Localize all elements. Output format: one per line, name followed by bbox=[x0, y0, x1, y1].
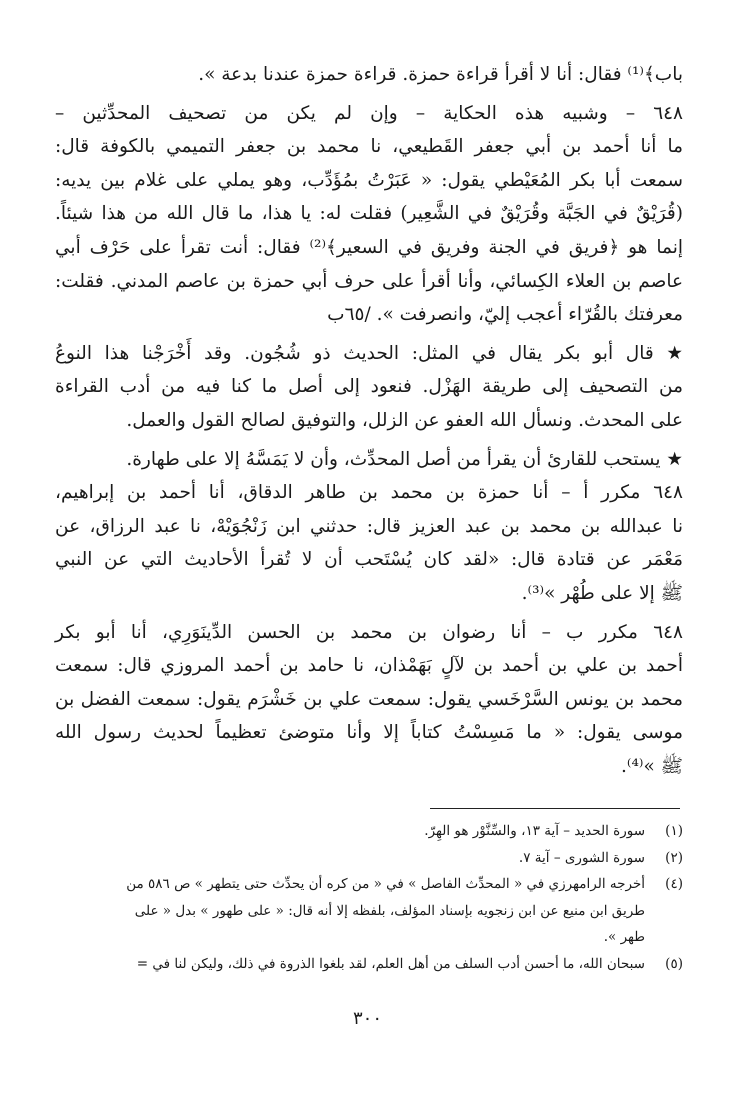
text-line: ﷺ »⁽⁴⁾. bbox=[621, 755, 683, 777]
footnote-text: طريق ابن منيع عن ابن زنجويه بإسناد المؤلف، بلفظه إلا أنه قال: « على طهور » بدل « على bbox=[134, 902, 645, 919]
footnote-text: سورة الشورى – آية ٧. bbox=[518, 849, 645, 866]
text-line: من التصحيف إلى طريقة الهَزْل. فنعود إلى أصل ما كنا فيه من أدب القراءة bbox=[55, 376, 683, 398]
footnote-number: (١) bbox=[665, 823, 683, 839]
text-line: ٦٤٨ مكرر أ – أنا حمزة بن محمد بن طاهر الدقاق، أنا أحمد بن إبراهيم، bbox=[55, 482, 683, 504]
paragraph-0 bbox=[55, 58, 683, 92]
text-line: (قُرَيْقٌ في الجَبَّة وقُرَيْقٌ في الشَّعِير) فقلت له: يا هذا، ما قال الله من هذا شيئاً. bbox=[55, 203, 683, 225]
text-line: ٦٤٨ مكرر ب – أنا رضوان بن محمد بن الحسن الدِّينَوَرِي، أنا أبو بكر bbox=[55, 621, 683, 643]
footnote-4 bbox=[55, 871, 683, 951]
text-line: ٦٤٨ – وشبيه هذه الحكاية – وإن لم يكن من تصحيف المحدِّثين – bbox=[55, 102, 683, 124]
text-line: سمعت أبا بكر المُعَيْطي يقول: « عَبَرْتُ بمُؤَدِّب، وهو يملي على غلام بين يديه: bbox=[55, 169, 683, 191]
main-text bbox=[55, 58, 683, 783]
text-line: ★ قال أبو بكر يقال في المثل: الحديث ذو شُجُون. وقد أَخْرَجْنا هذا النوعُ bbox=[55, 342, 683, 364]
footnote-number: (٤) bbox=[665, 876, 683, 892]
footnote-number: (٥) bbox=[665, 955, 683, 972]
text-line: ﷺ إلا على طُهْر »⁽³⁾. bbox=[521, 582, 683, 604]
text-line: أحمد بن علي بن أحمد بن لآلٍ بَهَمْذان، نا حامد بن أحمد المروزي قال: سمعت bbox=[55, 655, 683, 677]
text-line: عاصم بن العلاء الكِسائي، وأنا أقرأ على حرف أبي حمزة بن عاصم المدني. فقلت: bbox=[55, 270, 683, 292]
footnote-text: سبحان الله، ما أحسن أدب السلف من أهل العلم، لقد بلغوا الذروة في ذلك، وليكن لنا في = bbox=[136, 955, 645, 972]
text-line: على المحدث. ونسأل الله العفو عن الزلل، والتوفيق لصالح القول والعمل. bbox=[126, 409, 683, 431]
footnote-text: طهر ». bbox=[603, 929, 645, 945]
text-line: إنما هو ﴿فريق في الجنة وفريق في السعير﴾⁽²⁾ فقال: أنت تقرأ على حَرْف أبي bbox=[55, 236, 683, 258]
page-number: ٣٠٠ bbox=[352, 1008, 382, 1029]
footnote-1 bbox=[55, 818, 683, 845]
footnote-number: (٢) bbox=[665, 849, 683, 866]
text-line: معرفتك بالقُرّاء أعجب إليّ، وانصرفت ». /٦٥ب bbox=[327, 304, 683, 326]
paragraph-648 bbox=[55, 97, 683, 332]
footnotes bbox=[55, 818, 683, 977]
footnote-text: سورة الحديد – آية ١٣، والسِّنَّوْر هو الهِرّ. bbox=[424, 823, 645, 839]
paragraph-648-b bbox=[55, 616, 683, 784]
text-line: موسى يقول: « ما مَسِسْتُ كتاباً إلا وأنا متوضئ تعظيماً لحديث رسول الله bbox=[55, 722, 683, 744]
footnote-5 bbox=[55, 951, 683, 978]
footnote-divider bbox=[430, 808, 680, 809]
footnote-text: أخرجه الرامهرزي في « المحدِّث الفاصل » في « من كره أن يحدِّث حتى يتطهر » ص ٥٨٦ من bbox=[126, 876, 645, 892]
text-line: نا عبدالله بن محمد بن عبد العزيز قال: حدثني ابن زَنْجُوَيْهْ، نا عبد الرزاق، عن bbox=[55, 515, 683, 537]
text-line: مَعْمَر عن قتادة قال: «لقد كان يُسْتَحب أن لا تُقرأ الأحاديث التي عن النبي bbox=[55, 549, 683, 571]
paragraph-tahara bbox=[55, 443, 683, 477]
paragraph-648-a bbox=[55, 476, 683, 610]
text-line: محمد بن يونس السَّرْخَسي يقول: سمعت علي بن خَشْرَم يقول: سمعت الفضل بن bbox=[55, 688, 683, 710]
text-line: ما أنا أحمد بن أبي جعفر القَطيعي، نا محمد بن جعفر التميمي بالكوفة قال: bbox=[55, 136, 683, 158]
text-line: باب﴾⁽¹⁾ فقال: أنا لا أقرأ قراءة حمزة. قراءة حمزة عندنا بدعة ». bbox=[198, 64, 683, 85]
paragraph-abu-bakr bbox=[55, 337, 683, 438]
footnote-2 bbox=[55, 845, 683, 872]
text-line: ★ يستحب للقارئ أن يقرأ من أصل المحدِّث، وأن لا يَمَسَّهُ إلا على طهارة. bbox=[126, 448, 683, 470]
